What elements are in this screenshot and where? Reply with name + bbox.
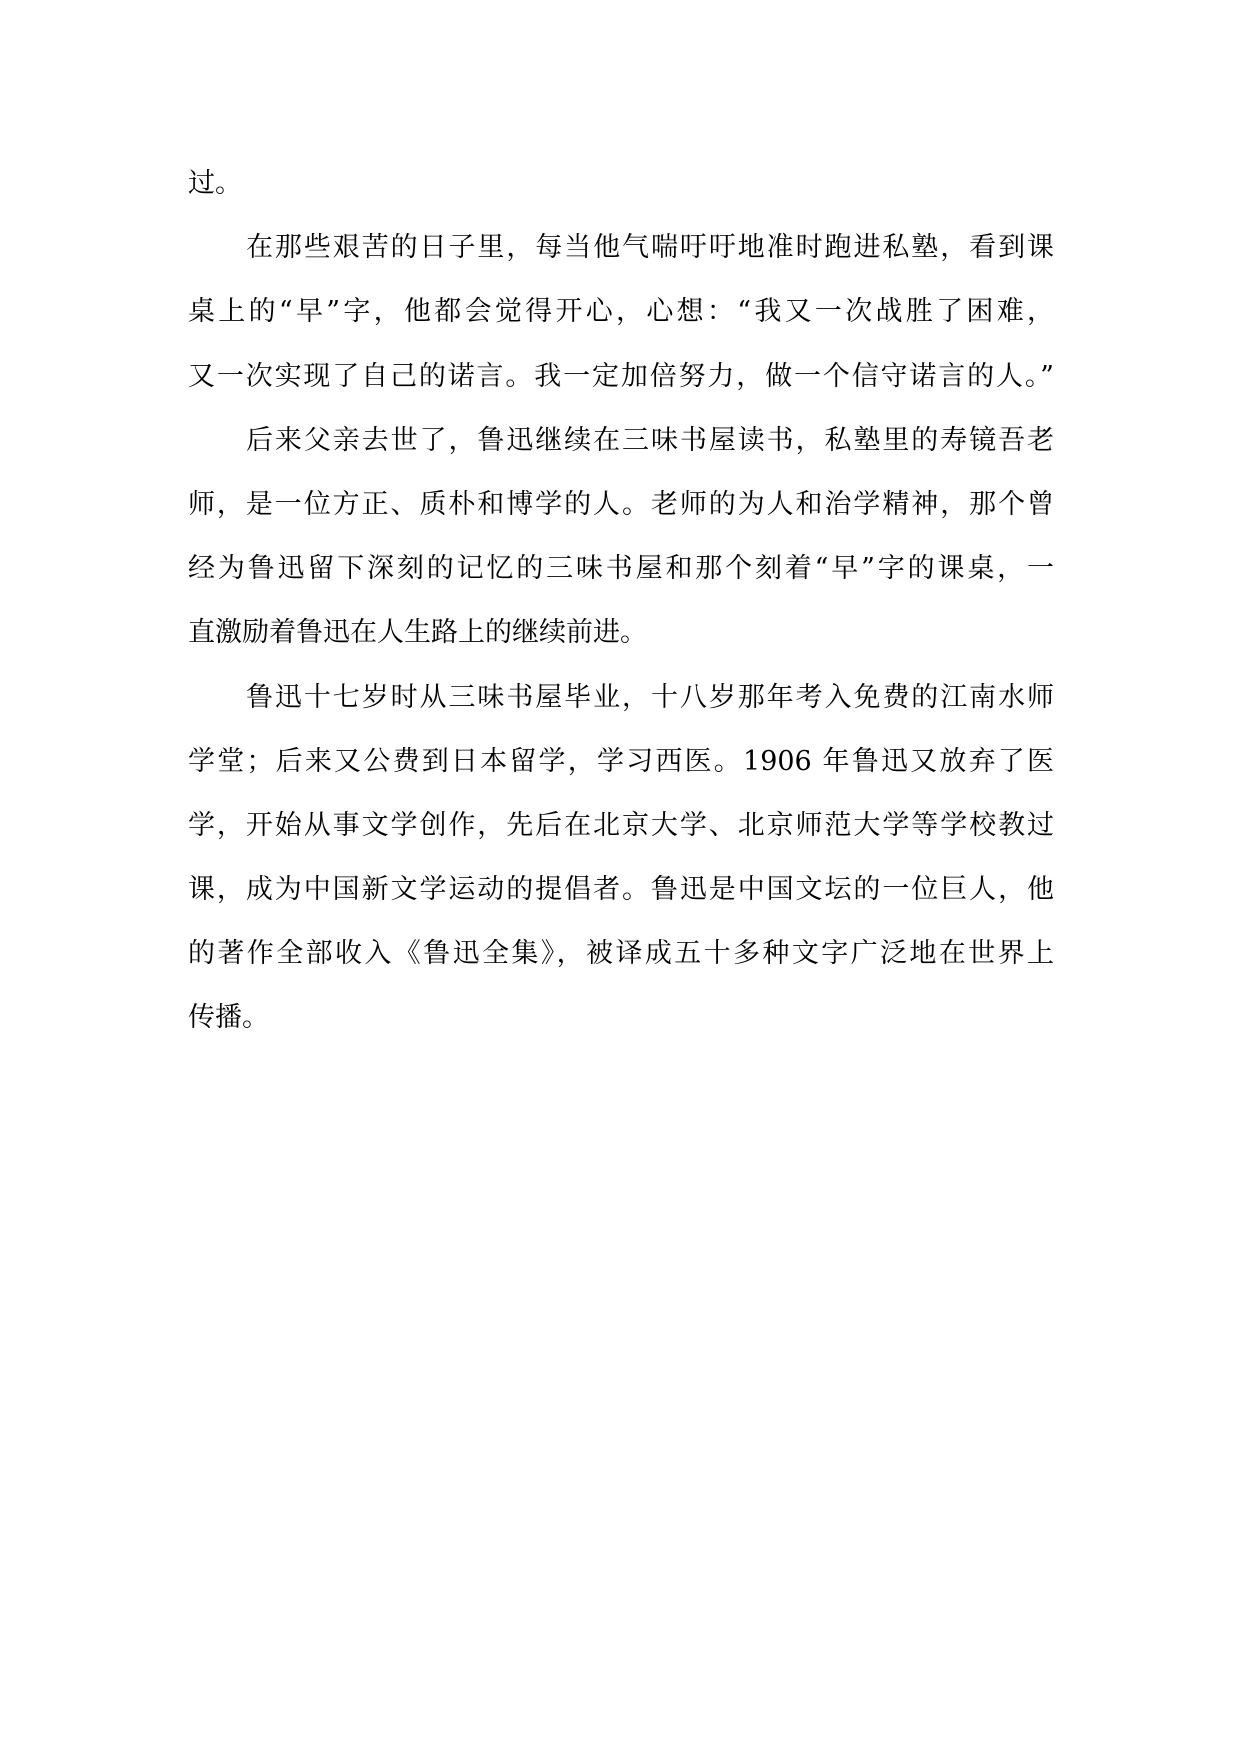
text-line: 鲁迅十七岁时从三味书屋毕业，十八岁那年考入免费的江南水师 [246, 681, 1054, 713]
text-line: 过。 [188, 168, 242, 199]
paragraph-2 [188, 216, 1054, 409]
text-line: 经为鲁迅留下深刻的记忆的三味书屋和那个刻着“早”字的课桌，一 [188, 553, 1054, 585]
document-body [188, 152, 1054, 1051]
text-line: 的著作全部收入《鲁迅全集》，被译成五十多种文字广泛地在世界上 [188, 938, 1054, 970]
text-line: 课，成为中国新文学运动的提倡者。鲁迅是中国文坛的一位巨人，他 [188, 874, 1054, 906]
paragraph-4 [188, 666, 1054, 1051]
text-line: 学，开始从事文学创作，先后在北京大学、北京师范大学等学校教过 [188, 809, 1054, 841]
text-line: 直激励着鲁迅在人生路上的继续前进。 [188, 617, 647, 649]
paragraph-3 [188, 409, 1054, 666]
text-line: 桌上的“早”字，他都会觉得开心，心想：“我又一次战胜了困难， [188, 296, 1054, 328]
text-line: 师，是一位方正、质朴和博学的人。老师的为人和治学精神，那个曾 [188, 488, 1054, 520]
text-line: 后来父亲去世了，鲁迅继续在三味书屋读书，私塾里的寿镜吾老 [246, 424, 1054, 456]
text-line: 学堂；后来又公费到日本留学，学习西医。1906 年鲁迅又放弃了医 [188, 745, 1054, 777]
text-line: 传播。 [188, 1002, 269, 1034]
paragraph-1 [188, 152, 1054, 216]
text-line: 又一次实现了自己的诺言。我一定加倍努力，做一个信守诺言的人。” [188, 360, 1054, 392]
text-line: 在那些艰苦的日子里，每当他气喘吁吁地准时跑进私塾，看到课 [246, 232, 1054, 264]
